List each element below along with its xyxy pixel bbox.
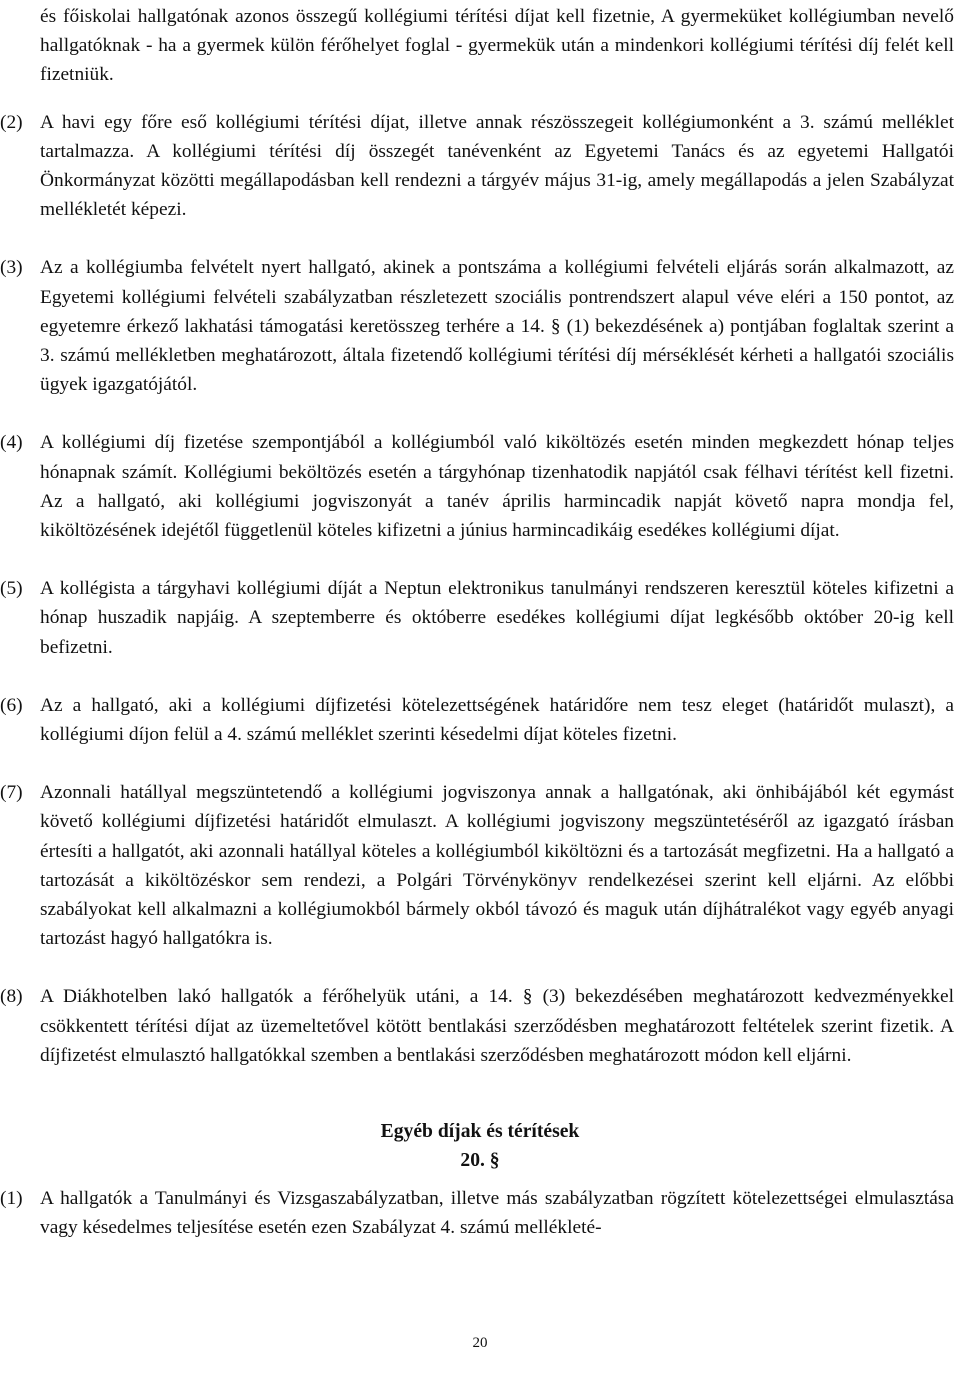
paragraph-number: (5) (0, 578, 23, 600)
paragraph-4 (0, 428, 954, 545)
paragraph-5 (0, 574, 954, 662)
paragraph-number: (2) (0, 111, 23, 133)
paragraph-number: (8) (0, 986, 23, 1008)
paragraph-7 (0, 778, 954, 953)
paragraph-3 (0, 253, 954, 399)
paragraph-text: A Diákhotelben lakó hallgatók a férőhelyük utáni, a 14. § (3) bekezdésében meghatározott kedvezményekkel csökkentett térítési díjat az üzemeltetővel kötött bentlakási szerződésben meghatározott feltételek szerint fizetik. A díjfizetést elmulasztó hallgatókkal szemben a bentlakási szerződésben meghatározott módon kell eljárni. (40, 986, 954, 1066)
section-heading (40, 1117, 954, 1175)
paragraph-text: A havi egy főre eső kollégiumi térítési díjat, illetve annak részösszegeit kollégiumonként a 3. számú melléklet tartalmazza. A kollégiumi térítési díj összegét tanévenként az Egyetemi Tanács és az egyetemi Hallgatói Önkormányzat közötti megállapodásban kell rendezni a tárgyév május 31-ig, amely megállapodás a jelen Szabályzat mellékletét képezi. (40, 111, 954, 221)
paragraph-text: A kollégista a tárgyhavi kollégiumi díját a Neptun elektronikus tanulmányi rendszeren keresztül köteles kifizetni a hónap huszadik napjáig. A szeptemberre és októberre esedékes kollégiumi díjat legkésőbb október 20-ig kell befizetni. (40, 578, 954, 658)
section-paragraph-1 (0, 1184, 954, 1242)
paragraph-text: Azonnali hatállyal megszüntetendő a kollégiumi jogviszonya annak a hallgatónak, aki önhibájából két egymást követő kollégiumi díjfizetési határidőt elmulaszt. A kollégiumi jogviszony megszüntetéséről az igazgató írásban értesíti a hallgatót, aki azonnali hatállyal köteles a kollégiumból kiköltözni és a tartozását megfizetni. Ha a hallgató a tartozását a kiköltözéskor sem rendezi, a Polgári Törvénykönyv rendelkezései szerint kell eljárni. Az előbbi szabályokat kell alkalmazni a kollégiumokból bármely okból távozó és maguk után díjhátralékot vagy egyéb anyagi tartozást hagyó hallgatókra is. (40, 782, 954, 950)
paragraph-6 (0, 691, 954, 749)
paragraph-text: A hallgatók a Tanulmányi és Vizsgaszabályzatban, illetve más szabályzatban rögzített kötelezettségei elmulasztása vagy késedelmes teljesítése esetén ezen Szabályzat 4. számú mellékleté- (40, 1188, 954, 1239)
paragraph-8 (0, 982, 954, 1070)
section-number: 20. § (460, 1150, 500, 1172)
paragraph-number: (7) (0, 782, 23, 804)
paragraph-number: (1) (0, 1188, 23, 1210)
paragraph-text: Az a kollégiumba felvételt nyert hallgató, akinek a pontszáma a kollégiumi felvételi eljárás során alkalmazott, az Egyetemi kollégiumi felvételi szabályzatban részletezett szociális pontrendszert alapul véve eléri a 150 pontot, az egyetemre érkező lakhatási támogatási keretösszeg terhére a 14. § (1) bekezdésének a) pontjában foglaltak szerint a 3. számú mellékletben meghatározott, általa fizetendő kollégiumi térítési díj mérséklését kérheti a hallgatói szociális ügyek igazgatójától. (40, 257, 954, 396)
paragraph-number: (6) (0, 694, 23, 716)
paragraph-2 (0, 108, 954, 225)
page-number: 20 (472, 1335, 488, 1351)
paragraph-number: (4) (0, 432, 23, 454)
intro-paragraph: és főiskolai hallgatónak azonos összegű kollégiumi térítési díjat kell fizetnie, A gyermeküket kollégiumban nevelő hallgatóknak - ha a gyermek külön férőhelyet foglal - gyermekük után a mindenkori kollégiumi térítési díj felét kell fizetniük. (40, 6, 954, 86)
paragraph-text: A kollégiumi díj fizetése szempontjából a kollégiumból való kiköltözés esetén minden megkezdett hónap teljes hónapnak számít. Kollégiumi beköltözés esetén a tárgyhónap tizenhatodik napjától csak félhavi térítést kell fizetni. Az a hallgató, aki kollégiumi jogviszonyát a tanév április harmincadik napját követő napra mondja fel, kiköltözésének idejétől függetlenül köteles kifizetni a június harmincadikáig esedékes kollégiumi díjat. (40, 432, 954, 542)
paragraph-text: Az a hallgató, aki a kollégiumi díjfizetési kötelezettségének határidőre nem tesz eleget (határidőt mulaszt), a kollégiumi díjon felül a 4. számú melléklet szerinti késedelmi díjat köteles fizetni. (40, 694, 954, 746)
paragraph-number: (3) (0, 257, 23, 279)
section-title: Egyéb díjak és térítések (380, 1121, 580, 1143)
